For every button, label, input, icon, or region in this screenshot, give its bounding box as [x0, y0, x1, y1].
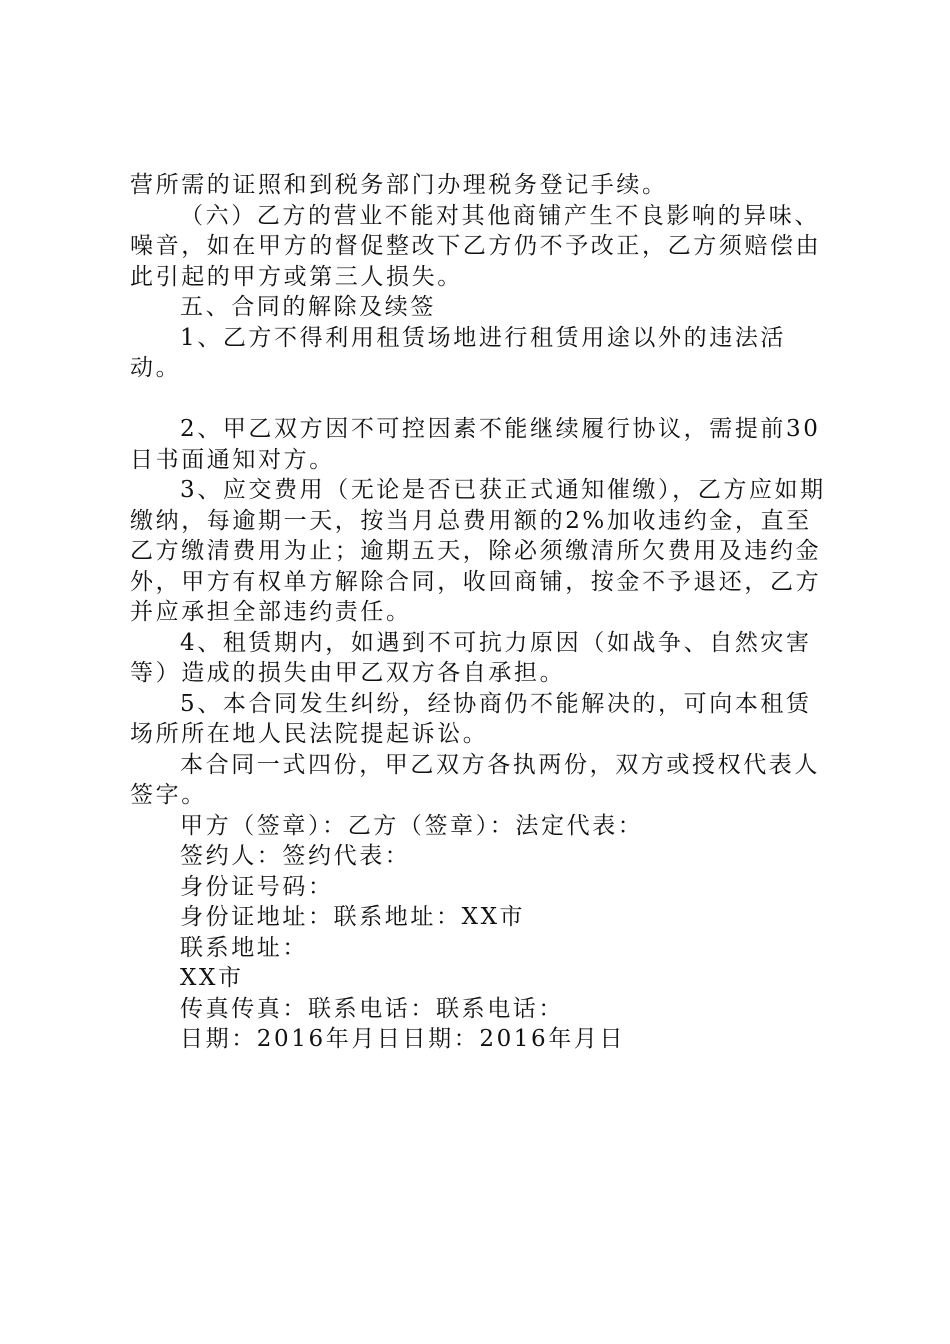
paragraph-clause-6: （六）乙方的营业不能对其他商铺产生不良影响的异味、噪音，如在甲方的督促整改下乙方仍不予改正，乙方须赔偿由此引起的甲方或第三人损失。 [130, 202, 822, 290]
paragraph-item-1: 1、乙方不得利用租赁场地进行租赁用途以外的违法活动。 [130, 324, 787, 381]
signature-line-parties: 甲方（签章）：乙方（签章）：法定代表： [180, 812, 644, 839]
paragraph-item-2: 2、甲乙双方因不可控因素不能继续履行协议，需提前30日书面通知对方。 [130, 416, 821, 473]
signature-line-city: XX市 [180, 965, 244, 991]
section-heading-5: 五、合同的解除及续签 [180, 294, 436, 320]
signature-line-contact-address: 联系地址： [180, 934, 308, 961]
signature-line-id-address: 身份证地址：联系地址：XX市 [180, 904, 526, 930]
paragraph-item-4: 4、租赁期内，如遇到不可抗力原因（如战争、自然灾害等）造成的损失由甲乙双方各自承担。 [130, 629, 812, 686]
signature-line-date: 日期：2016年月日日期：2016年月日 [180, 1026, 626, 1052]
paragraph-item-5: 5、本合同发生纠纷，经协商仍不能解决的，可向本租赁场所所在地人民法院提起诉讼。 [130, 690, 812, 747]
paragraph-copies: 本合同一式四份，甲乙双方各执两份，双方或授权代表人签字。 [130, 751, 820, 808]
paragraph-item-3: 3、应交费用（无论是否已获正式通知催缴），乙方应如期缴纳，每逾期一天，按当月总费用额的2%加收违约金，直至乙方缴清费用为止；逾期五天，除必须缴清所欠费用及违约金外，甲方有权单方解除合同，收回商铺，按金不予退还，乙方并应承担全部违约责任。 [130, 477, 826, 625]
signature-line-signer: 签约人：签约代表： [180, 843, 411, 869]
document-body [130, 170, 835, 1055]
paragraph-continuation: 营所需的证照和到税务部门办理税务登记手续。 [130, 172, 668, 198]
signature-line-id-number: 身份证号码： [180, 873, 334, 900]
signature-line-fax-phone: 传真传真：联系电话：联系电话： [180, 995, 564, 1022]
